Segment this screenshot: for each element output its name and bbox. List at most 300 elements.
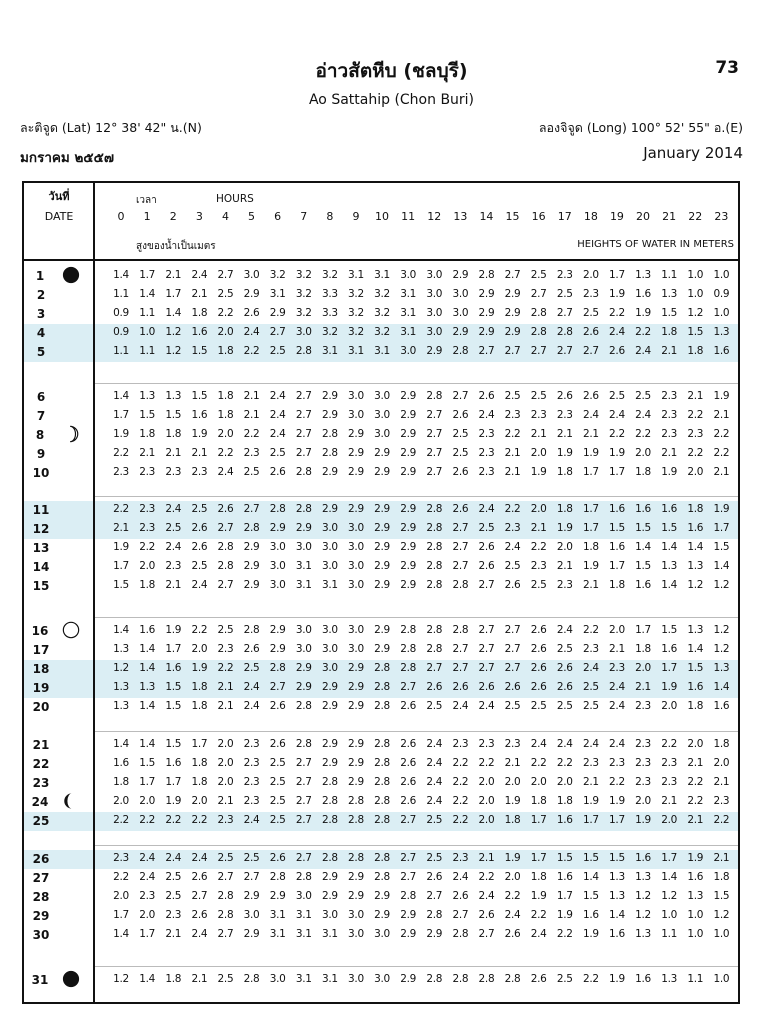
height-cell: 1.0 (713, 307, 730, 319)
height-cell: 2.9 (452, 269, 469, 281)
height-cell: 1.6 (713, 345, 730, 357)
heights-header-english: HEIGHTS OF WATER IN METERS (577, 239, 734, 250)
height-cell: 1.6 (687, 681, 704, 693)
height-cell: 1.9 (609, 447, 625, 459)
date-cell: 15 (32, 579, 50, 593)
height-cell: 2.9 (348, 757, 364, 769)
height-cell: 2.7 (400, 852, 417, 864)
height-cell: 2.4 (426, 757, 443, 769)
height-cell: 2.7 (243, 503, 260, 515)
height-cell: 2.2 (504, 428, 521, 440)
height-cell: 2.0 (217, 757, 234, 769)
height-cell: 1.0 (713, 269, 730, 281)
height-cell: 2.0 (504, 776, 521, 788)
height-cell: 1.5 (165, 700, 182, 712)
height-cell: 2.2 (687, 447, 704, 459)
height-cell: 2.9 (400, 579, 417, 591)
height-cell: 2.9 (374, 522, 390, 534)
height-cell: 3.1 (400, 326, 417, 338)
date-cell: 22 (32, 757, 50, 771)
height-cell: 2.2 (113, 814, 129, 826)
height-cell: 2.1 (530, 428, 547, 440)
date-cell: 13 (32, 541, 50, 555)
height-cell: 1.8 (661, 326, 678, 338)
height-cell: 3.0 (426, 288, 443, 300)
height-cell: 2.3 (530, 409, 547, 421)
height-cell: 2.0 (217, 776, 234, 788)
height-cell: 1.5 (661, 522, 678, 534)
height-cell: 2.8 (400, 643, 417, 655)
height-cell: 2.5 (426, 852, 443, 864)
height-cell: 2.6 (478, 909, 495, 921)
height-cell: 1.5 (609, 522, 625, 534)
height-cell: 2.0 (478, 776, 495, 788)
height-cell: 2.4 (165, 541, 182, 553)
height-cell: 2.7 (217, 269, 234, 281)
height-cell: 1.7 (582, 503, 599, 515)
height-cell: 2.3 (165, 909, 182, 921)
height-cell: 2.6 (478, 560, 495, 572)
height-cell: 2.9 (321, 738, 338, 750)
height-cell: 2.3 (243, 776, 260, 788)
height-cell: 2.7 (478, 624, 495, 636)
height-cell: 1.8 (530, 871, 547, 883)
height-cell: 2.3 (582, 757, 599, 769)
height-cell: 2.9 (295, 681, 312, 693)
height-cell: 2.4 (165, 503, 182, 515)
height-cell: 2.6 (530, 662, 547, 674)
height-cell: 1.8 (556, 503, 573, 515)
height-cell: 2.9 (400, 447, 417, 459)
height-cell: 1.8 (687, 503, 704, 515)
height-cell: 2.2 (687, 795, 704, 807)
height-cell: 2.8 (321, 852, 338, 864)
height-cell: 2.4 (582, 409, 599, 421)
height-cell: 2.3 (661, 390, 678, 402)
height-cell: 1.6 (556, 814, 573, 826)
height-cell: 1.4 (165, 307, 182, 319)
height-cell: 1.2 (713, 579, 730, 591)
height-cell: 1.8 (191, 757, 208, 769)
height-cell: 2.6 (452, 890, 469, 902)
height-cell: 3.1 (321, 345, 338, 357)
height-cell: 2.7 (295, 447, 312, 459)
height-cell: 1.4 (113, 269, 129, 281)
height-cell: 1.8 (217, 390, 234, 402)
height-cell: 2.8 (452, 973, 469, 985)
hour-label: 10 (375, 210, 390, 223)
height-cell: 1.8 (504, 814, 521, 826)
height-cell: 2.3 (530, 560, 547, 572)
height-cell: 2.5 (426, 700, 443, 712)
height-cell: 1.4 (687, 643, 704, 655)
height-cell: 2.8 (556, 326, 573, 338)
height-cell: 2.4 (269, 409, 286, 421)
height-cell: 2.8 (374, 681, 390, 693)
hour-label: 19 (609, 210, 624, 223)
height-cell: 2.8 (400, 662, 417, 674)
height-cell: 2.8 (426, 909, 443, 921)
hour-label: 9 (352, 210, 360, 223)
height-cell: 1.7 (530, 852, 547, 864)
height-cell: 1.8 (113, 776, 129, 788)
height-cell: 2.2 (165, 814, 182, 826)
height-cell: 3.0 (269, 973, 286, 985)
height-cell: 1.7 (609, 269, 625, 281)
date-cell: 24 (31, 795, 49, 809)
height-cell: 2.1 (165, 928, 182, 940)
height-cell: 2.5 (165, 890, 182, 902)
height-cell: 2.8 (426, 579, 443, 591)
height-cell: 2.9 (348, 776, 364, 788)
height-cell: 2.4 (556, 738, 573, 750)
height-cell: 1.3 (661, 288, 678, 300)
height-cell: 1.9 (609, 795, 625, 807)
height-cell: 2.5 (478, 522, 495, 534)
height-cell: 2.1 (504, 757, 521, 769)
height-cell: 2.6 (243, 307, 260, 319)
longitude-label: ลองจิจูด (Long) 100° 52' 55" อ.(E) (538, 120, 743, 135)
height-cell: 0.9 (113, 307, 129, 319)
height-cell: 1.3 (661, 560, 678, 572)
height-cell: 1.9 (582, 795, 599, 807)
height-cell: 2.8 (295, 503, 312, 515)
first-quarter-icon (62, 425, 80, 443)
height-cell: 3.1 (400, 307, 417, 319)
height-cell: 2.1 (191, 973, 208, 985)
height-cell: 2.3 (139, 890, 156, 902)
height-cell: 3.2 (374, 288, 390, 300)
height-cell: 2.7 (530, 288, 547, 300)
height-cell: 2.3 (243, 757, 260, 769)
height-cell: 2.9 (243, 560, 260, 572)
height-cell: 1.3 (713, 326, 730, 338)
height-cell: 2.8 (478, 973, 495, 985)
height-cell: 2.3 (661, 757, 678, 769)
height-cell: 1.5 (139, 757, 156, 769)
height-cell: 1.8 (556, 795, 573, 807)
height-cell: 1.5 (661, 307, 678, 319)
height-cell: 2.1 (243, 409, 260, 421)
height-cell: 1.4 (139, 973, 156, 985)
height-cell: 2.8 (321, 447, 338, 459)
height-cell: 2.9 (321, 700, 338, 712)
height-cell: 2.8 (530, 326, 547, 338)
height-cell: 2.7 (504, 662, 521, 674)
height-cell: 2.2 (530, 909, 547, 921)
height-cell: 2.3 (582, 288, 599, 300)
height-cell: 2.9 (321, 409, 338, 421)
height-cell: 2.9 (400, 522, 417, 534)
height-cell: 1.8 (530, 795, 547, 807)
height-cell: 2.9 (243, 579, 260, 591)
height-cell: 2.7 (504, 624, 521, 636)
height-cell: 2.0 (635, 447, 651, 459)
height-cell: 2.7 (452, 560, 469, 572)
date-cell: 10 (32, 466, 50, 480)
height-cell: 2.4 (478, 409, 495, 421)
height-cell: 2.3 (504, 522, 521, 534)
height-cell: 2.3 (113, 852, 129, 864)
month-thai: มกราคม ๒๕๕๗ (20, 150, 115, 166)
height-cell: 1.6 (609, 541, 625, 553)
height-cell: 3.2 (348, 326, 364, 338)
height-cell: 1.5 (635, 560, 651, 572)
height-cell: 2.8 (217, 909, 234, 921)
height-cell: 3.0 (374, 390, 390, 402)
height-cell: 3.0 (321, 541, 338, 553)
height-cell: 1.3 (687, 624, 704, 636)
hour-label: 21 (662, 210, 677, 223)
height-cell: 1.9 (609, 973, 625, 985)
height-cell: 2.2 (139, 814, 156, 826)
height-cell: 2.7 (478, 928, 495, 940)
hour-label: 1 (143, 210, 151, 223)
height-cell: 3.0 (348, 522, 364, 534)
height-cell: 2.9 (269, 522, 286, 534)
height-cell: 2.2 (713, 814, 730, 826)
height-cell: 2.9 (374, 909, 390, 921)
height-cell: 2.6 (400, 738, 417, 750)
height-cell: 1.8 (713, 738, 730, 750)
height-cell: 2.8 (452, 624, 469, 636)
height-cell: 2.3 (243, 738, 260, 750)
height-cell: 2.9 (400, 466, 417, 478)
height-cell: 2.8 (426, 522, 443, 534)
height-cell: 2.0 (635, 795, 651, 807)
height-cell: 2.5 (504, 560, 521, 572)
height-cell: 3.1 (348, 345, 364, 357)
height-cell: 1.1 (113, 345, 129, 357)
height-cell: 2.9 (243, 541, 260, 553)
height-cell: 3.1 (374, 269, 390, 281)
height-cell: 2.9 (478, 326, 495, 338)
height-cell: 2.2 (217, 662, 234, 674)
height-cell: 2.7 (504, 269, 521, 281)
height-cell: 2.1 (582, 428, 599, 440)
height-cell: 2.0 (478, 795, 495, 807)
height-cell: 1.9 (504, 795, 521, 807)
height-cell: 1.8 (609, 579, 625, 591)
height-cell: 2.6 (556, 662, 573, 674)
height-cell: 2.9 (374, 624, 390, 636)
height-cell: 1.7 (165, 776, 182, 788)
height-cell: 2.8 (374, 662, 390, 674)
height-cell: 2.6 (478, 681, 495, 693)
height-cell: 2.9 (400, 909, 417, 921)
height-cell: 2.7 (295, 757, 312, 769)
group-separator (93, 617, 738, 618)
height-cell: 1.6 (139, 624, 156, 636)
date-cell: 3 (36, 307, 46, 321)
height-cell: 1.6 (635, 288, 651, 300)
height-cell: 2.2 (452, 776, 469, 788)
height-cell: 2.0 (713, 757, 730, 769)
height-cell: 2.5 (217, 624, 234, 636)
height-cell: 2.4 (609, 681, 625, 693)
height-cell: 2.2 (113, 503, 129, 515)
height-cell: 1.6 (556, 871, 573, 883)
height-cell: 2.8 (452, 928, 469, 940)
height-cell: 3.0 (295, 624, 312, 636)
height-cell: 2.4 (426, 738, 443, 750)
height-cell: 1.8 (582, 541, 599, 553)
height-cell: 2.7 (400, 814, 417, 826)
height-cell: 3.2 (348, 307, 364, 319)
height-cell: 2.0 (217, 738, 234, 750)
height-cell: 2.1 (191, 288, 208, 300)
height-cell: 3.0 (348, 928, 364, 940)
height-cell: 2.1 (530, 522, 547, 534)
height-cell: 2.4 (217, 466, 234, 478)
height-cell: 2.6 (504, 579, 521, 591)
height-cell: 3.0 (321, 662, 338, 674)
height-cell: 2.4 (609, 700, 625, 712)
height-cell: 2.8 (321, 776, 338, 788)
height-cell: 2.9 (348, 738, 364, 750)
hour-label: 11 (401, 210, 416, 223)
time-header-thai: เวลา (136, 195, 157, 206)
group-separator (93, 845, 738, 846)
height-cell: 1.4 (113, 624, 129, 636)
height-cell: 2.6 (582, 390, 599, 402)
height-cell: 2.5 (556, 973, 573, 985)
latitude-label: ละติจูด (Lat) 12° 38' 42" น.(N) (20, 120, 202, 135)
height-cell: 3.1 (348, 269, 364, 281)
height-cell: 2.9 (400, 409, 417, 421)
station-title-english: Ao Sattahip (Chon Buri) (308, 92, 475, 108)
height-cell: 2.7 (295, 814, 312, 826)
height-cell: 2.3 (139, 522, 156, 534)
height-cell: 2.8 (269, 871, 286, 883)
height-cell: 2.6 (400, 757, 417, 769)
height-cell: 2.0 (504, 871, 521, 883)
height-cell: 1.6 (165, 662, 182, 674)
height-cell: 2.7 (530, 345, 547, 357)
height-cell: 3.0 (348, 579, 364, 591)
height-cell: 2.3 (452, 852, 469, 864)
height-cell: 2.3 (635, 700, 651, 712)
date-cell: 16 (31, 624, 49, 638)
height-cell: 2.7 (295, 390, 312, 402)
height-cell: 1.7 (661, 852, 678, 864)
hour-label: 2 (169, 210, 177, 223)
height-cell: 1.8 (713, 871, 730, 883)
height-cell: 2.3 (243, 447, 260, 459)
height-cell: 1.7 (582, 522, 599, 534)
height-cell: 1.8 (217, 345, 234, 357)
height-cell: 1.5 (687, 662, 704, 674)
height-cell: 1.7 (139, 776, 156, 788)
page-number: 73 (715, 58, 739, 78)
height-cell: 1.7 (556, 890, 573, 902)
full-moon-icon (62, 621, 80, 639)
height-cell: 2.8 (400, 624, 417, 636)
date-cell: 5 (36, 345, 46, 359)
height-cell: 1.9 (113, 541, 129, 553)
height-cell: 2.2 (478, 871, 495, 883)
height-cell: 1.3 (635, 928, 651, 940)
hour-label: 8 (326, 210, 334, 223)
height-cell: 2.1 (713, 466, 730, 478)
height-cell: 2.5 (217, 973, 234, 985)
hours-header-english: HOURS (216, 193, 254, 205)
height-cell: 1.5 (191, 390, 208, 402)
height-cell: 2.0 (139, 560, 156, 572)
height-cell: 2.9 (348, 890, 364, 902)
height-cell: 2.7 (400, 681, 417, 693)
height-cell: 1.4 (139, 643, 156, 655)
height-cell: 2.8 (295, 345, 312, 357)
height-cell: 3.2 (295, 307, 312, 319)
height-cell: 3.0 (321, 643, 338, 655)
height-cell: 1.4 (661, 579, 678, 591)
height-cell: 2.4 (191, 579, 208, 591)
height-cell: 2.5 (269, 795, 286, 807)
height-cell: 2.4 (530, 738, 547, 750)
height-cell: 2.4 (556, 624, 573, 636)
height-cell: 2.8 (530, 307, 547, 319)
height-cell: 2.6 (504, 928, 521, 940)
height-cell: 2.9 (321, 466, 338, 478)
height-cell: 1.9 (556, 447, 573, 459)
height-cell: 1.3 (661, 973, 678, 985)
height-cell: 2.2 (113, 871, 129, 883)
height-cell: 2.1 (556, 560, 573, 572)
height-cell: 2.7 (452, 541, 469, 553)
height-cell: 1.9 (661, 681, 678, 693)
hour-label: 18 (583, 210, 598, 223)
height-cell: 1.2 (713, 909, 730, 921)
height-cell: 2.8 (243, 624, 260, 636)
height-cell: 2.5 (191, 503, 208, 515)
height-cell: 2.3 (609, 757, 625, 769)
hour-label: 16 (531, 210, 546, 223)
height-cell: 2.2 (217, 307, 234, 319)
height-cell: 1.7 (165, 643, 182, 655)
height-cell: 2.2 (556, 928, 573, 940)
height-cell: 1.6 (113, 757, 129, 769)
hour-label: 3 (195, 210, 203, 223)
height-cell: 2.9 (504, 307, 521, 319)
height-cell: 2.6 (530, 681, 547, 693)
height-cell: 2.9 (374, 541, 390, 553)
tide-table (22, 181, 740, 1004)
height-cell: 2.5 (582, 307, 599, 319)
height-cell: 2.7 (556, 345, 573, 357)
height-cell: 1.9 (191, 428, 208, 440)
height-cell: 1.6 (165, 757, 182, 769)
height-cell: 2.6 (400, 795, 417, 807)
height-cell: 1.7 (113, 909, 129, 921)
height-cell: 1.2 (687, 579, 704, 591)
height-cell: 2.3 (635, 738, 651, 750)
height-cell: 2.5 (609, 390, 625, 402)
height-cell: 2.9 (243, 288, 260, 300)
height-cell: 3.1 (295, 909, 312, 921)
height-cell: 2.3 (191, 466, 208, 478)
height-cell: 2.7 (269, 326, 286, 338)
height-cell: 2.4 (139, 871, 156, 883)
height-cell: 3.0 (452, 288, 469, 300)
height-cell: 2.2 (191, 814, 208, 826)
height-cell: 3.2 (269, 269, 286, 281)
height-cell: 3.0 (243, 269, 260, 281)
height-cell: 2.6 (504, 681, 521, 693)
height-cell: 1.8 (165, 428, 182, 440)
height-cell: 1.6 (635, 503, 651, 515)
hour-label: 23 (714, 210, 729, 223)
